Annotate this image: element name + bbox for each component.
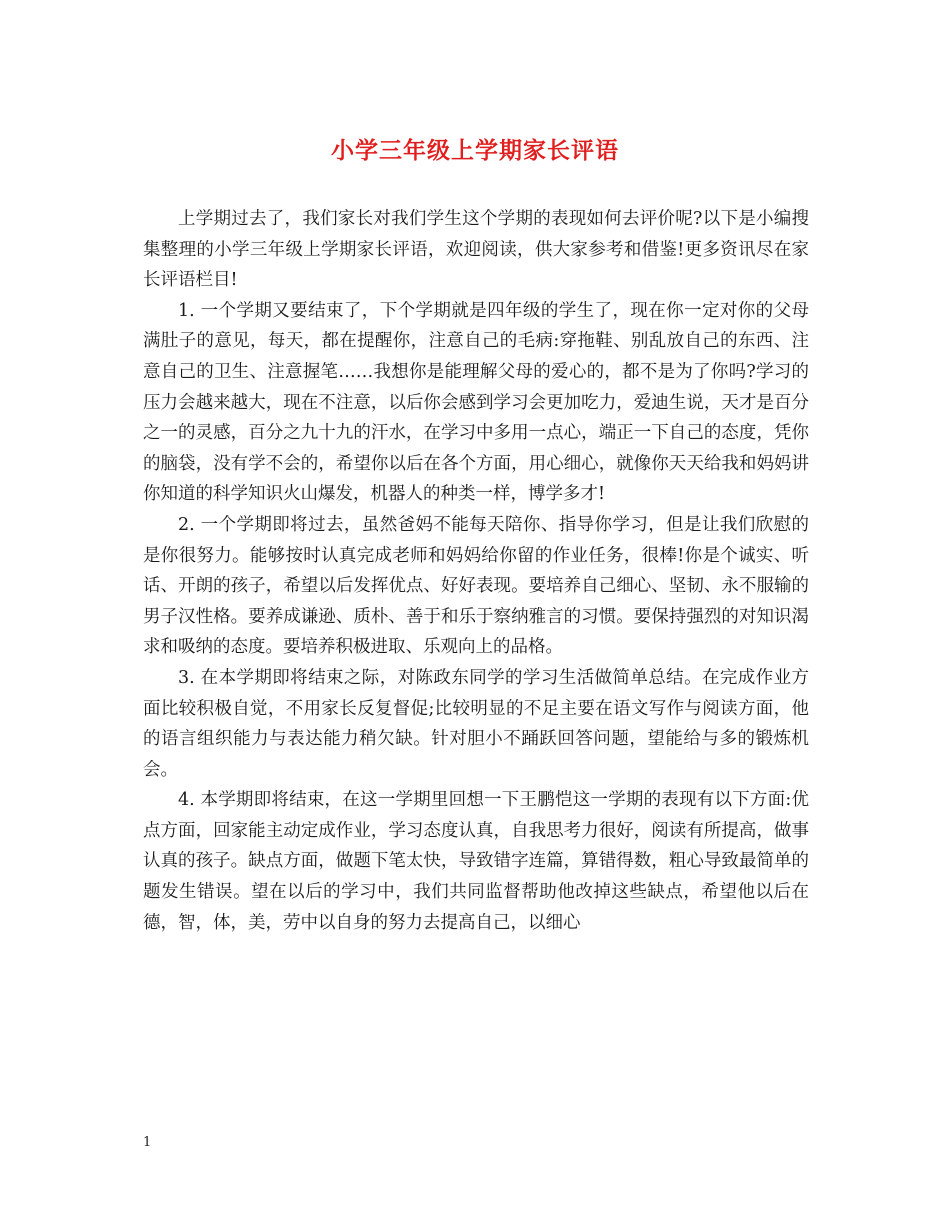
comment-paragraph-1: 1. 一个学期又要结束了，下个学期就是四年级的学生了，现在你一定对你的父母满肚子的意见，每天，都在提醒你，注意自己的毛病:穿拖鞋、别乱放自己的东西、注意自己的卫生、注意握笔……我想你是能理解父母的爱心的，都不是为了你吗?学习的压力会越来越大，现在不注意，以后你会感到学习会更加吃力，爱迪生说，天才是百分之一的灵感，百分之九十九的汗水，在学习中多用一点心，端正一下自己的态度，凭你的脑袋，没有学不会的，希望你以后在各个方面，用心细心，就像你天天给我和妈妈讲你知道的科学知识火山爆发，机器人的种类一样，博学多才!	[143, 300, 809, 505]
document-title: 小学三年级上学期家长评语	[331, 137, 619, 164]
comment-paragraph-3: 3. 在本学期即将结束之际，对陈政东同学的学习生活做简单总结。在完成作业方面比较积极自觉，不用家长反复督促;比较明显的不足主要在语文写作与阅读方面，他的语言组织能力与表达能力稍欠缺。针对胆小不踊跃回答问题，望能给与多的锻炼机会。	[143, 667, 809, 780]
comment-paragraph-2: 2. 一个学期即将过去，虽然爸妈不能每天陪你、指导你学习，但是让我们欣慰的是你很努力。能够按时认真完成老师和妈妈给你留的作业任务，很棒!你是个诚实、听话、开朗的孩子，希望以后发挥优点、好好表现。要培养自己细心、坚韧、永不服输的男子汉性格。要养成谦逊、质朴、善于和乐于察纳雅言的习惯。要保持强烈的对知识渴求和吸纳的态度。要培养积极进取、乐观向上的品格。	[143, 514, 809, 658]
intro-paragraph: 上学期过去了，我们家长对我们学生这个学期的表现如何去评价呢?以下是小编搜集整理的小学三年级上学期家长评语，欢迎阅读，供大家参考和借鉴!更多资讯尽在家长评语栏目!	[143, 209, 809, 291]
comment-paragraph-4: 4. 本学期即将结束，在这一学期里回想一下王鹏恺这一学期的表现有以下方面:优点方面，回家能主动定成作业，学习态度认真，自我思考力很好，阅读有所提高，做事认真的孩子。缺点方面，做题下笔太快，导致错字连篇，算错得数，粗心导致最简单的题发生错误。望在以后的学习中，我们共同监督帮助他改掉这些缺点，希望他以后在德，智，体，美，劳中以自身的努力去提高自己，以细心	[143, 790, 809, 933]
document-body	[143, 204, 809, 938]
page-number: 1	[143, 1135, 152, 1150]
